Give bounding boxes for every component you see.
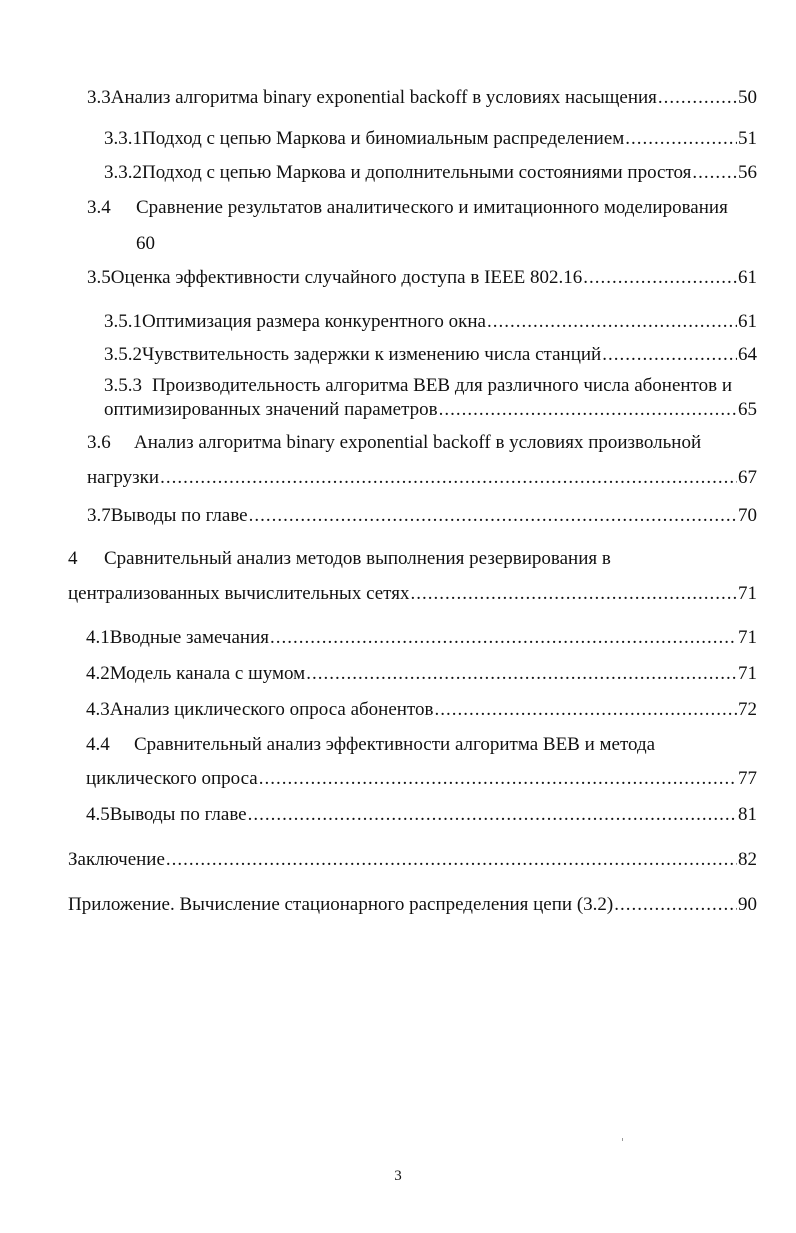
toc-entry-number: 3.3.1 bbox=[104, 128, 142, 149]
toc-entry-number: 4.4 bbox=[86, 734, 110, 755]
toc-entry-number: 4.1 bbox=[86, 627, 110, 648]
toc-entry-title: Сравнительный анализ эффективности алгоритма BEB и метода bbox=[134, 734, 656, 755]
toc-entry-appendix[interactable] bbox=[68, 893, 757, 917]
toc-entry-page: 51 bbox=[738, 128, 757, 149]
toc-entry-title: Анализ алгоритма binary exponential backoff в условиях произвольной bbox=[134, 432, 702, 453]
toc-entry-3-6[interactable] bbox=[87, 431, 757, 455]
toc-entry-page: 67 bbox=[738, 467, 757, 488]
toc-entry-title: Приложение. Вычисление стационарного распределения цепи (3.2) bbox=[68, 894, 614, 915]
toc-entry-title: Чувствительность задержки к изменению числа станций bbox=[142, 344, 602, 365]
toc-entry-number: 3.5 bbox=[87, 267, 111, 288]
toc-entry-3-6-continued[interactable] bbox=[87, 466, 757, 490]
toc-entry-page: 90 bbox=[738, 894, 757, 915]
toc-entry-number: 3.4 bbox=[87, 197, 111, 218]
toc-entry-title: Модель канала с шумом bbox=[109, 663, 306, 684]
toc-entry-number: 3.5.3 bbox=[104, 375, 142, 396]
toc-entry-3-3-1[interactable] bbox=[104, 127, 757, 151]
toc-entry-page: 50 bbox=[738, 87, 757, 108]
toc-entry-3-5-3-continued[interactable] bbox=[104, 398, 757, 422]
toc-entry-page: 72 bbox=[738, 699, 757, 720]
toc-leader-dots bbox=[410, 582, 737, 606]
toc-leader-dots bbox=[166, 848, 737, 872]
toc-leader-dots bbox=[306, 662, 737, 686]
toc-entry-title: Вводные замечания bbox=[109, 627, 269, 648]
toc-entry-3-5[interactable] bbox=[87, 266, 757, 290]
toc-leader-dots bbox=[614, 893, 737, 917]
toc-entry-title: Выводы по главе bbox=[109, 804, 247, 825]
toc-leader-dots bbox=[270, 626, 737, 650]
toc-entry-number: 3.3 bbox=[87, 87, 111, 108]
toc-entry-3-5-2[interactable] bbox=[104, 343, 757, 367]
toc-entry-4-continued[interactable] bbox=[68, 582, 757, 606]
toc-entry-page: 65 bbox=[738, 399, 757, 420]
toc-leader-dots bbox=[160, 466, 737, 490]
toc-entry-4[interactable] bbox=[68, 547, 757, 571]
toc-entry-page: 71 bbox=[738, 627, 757, 648]
toc-entry-title: Подход с цепью Маркова и дополнительными состояниями простоя bbox=[142, 162, 692, 183]
toc-entry-page: 71 bbox=[738, 663, 757, 684]
toc-leader-dots bbox=[583, 266, 737, 290]
toc-entry-page: 70 bbox=[738, 505, 757, 526]
toc-entry-3-5-3[interactable] bbox=[104, 374, 757, 398]
toc-leader-dots bbox=[434, 698, 737, 722]
scan-speck bbox=[622, 1138, 623, 1141]
toc-entry-title: централизованных вычислительных сетях bbox=[68, 583, 410, 604]
toc-leader-dots bbox=[248, 803, 737, 827]
toc-entry-conclusion[interactable] bbox=[68, 848, 757, 872]
toc-entry-page: 71 bbox=[738, 583, 757, 604]
toc-entry-title: Подход с цепью Маркова и биномиальным распределением bbox=[142, 128, 625, 149]
toc-entry-number: 3.5.1 bbox=[104, 311, 142, 332]
toc-entry-title: Производительность алгоритма BEB для различного числа абонентов и bbox=[152, 375, 733, 396]
toc-entry-4-5[interactable] bbox=[86, 803, 757, 827]
toc-entry-3-7[interactable] bbox=[87, 504, 757, 528]
toc-entry-title: нагрузки bbox=[87, 467, 160, 488]
toc-entry-title: Выводы по главе bbox=[110, 505, 248, 526]
toc-entry-number: 4 bbox=[68, 548, 78, 569]
toc-leader-dots bbox=[487, 310, 737, 334]
toc-entry-title: Оценка эффективности случайного доступа в IEEE 802.16 bbox=[110, 267, 583, 288]
toc-entry-title: оптимизированных значений параметров bbox=[104, 399, 438, 420]
toc-leader-dots bbox=[249, 504, 737, 528]
toc-leader-dots bbox=[658, 86, 737, 110]
toc-entry-number: 4.3 bbox=[86, 699, 110, 720]
toc-entry-title: циклического опроса bbox=[86, 768, 258, 789]
toc-leader-dots bbox=[625, 127, 737, 151]
toc-entry-3-3-2[interactable] bbox=[104, 161, 757, 185]
toc-leader-dots bbox=[602, 343, 737, 367]
toc-entry-page: 64 bbox=[738, 344, 757, 365]
toc-entry-number: 3.7 bbox=[87, 505, 111, 526]
toc-entry-number: 3.5.2 bbox=[104, 344, 142, 365]
toc-entry-title: Сравнение результатов аналитического и имитационного моделирования bbox=[136, 197, 728, 218]
toc-entry-number: 3.3.2 bbox=[104, 162, 142, 183]
toc-entry-page: 56 bbox=[738, 162, 757, 183]
toc-entry-page: 77 bbox=[738, 768, 757, 789]
toc-entry-title: Оптимизация размера конкурентного окна bbox=[142, 311, 486, 332]
toc-entry-4-1[interactable] bbox=[86, 626, 757, 650]
toc-leader-dots bbox=[439, 398, 737, 422]
toc-leader-dots bbox=[692, 161, 737, 185]
toc-entry-number: 3.6 bbox=[87, 432, 111, 453]
toc-entry-page: 61 bbox=[738, 267, 757, 288]
toc-entry-3-4[interactable] bbox=[87, 196, 757, 220]
toc-leader-dots bbox=[259, 767, 737, 791]
toc-entry-4-3[interactable] bbox=[86, 698, 757, 722]
toc-entry-4-4-continued[interactable] bbox=[86, 767, 757, 791]
toc-entry-4-4[interactable] bbox=[86, 733, 757, 757]
toc-entry-title: Заключение bbox=[68, 849, 165, 870]
page-number: 3 bbox=[394, 1168, 402, 1184]
toc-entry-number: 4.2 bbox=[86, 663, 110, 684]
toc-entry-3-5-1[interactable] bbox=[104, 310, 757, 334]
toc-entry-page: 60 bbox=[136, 233, 155, 254]
toc-entry-title: Анализ циклического опроса абонентов bbox=[109, 699, 434, 720]
toc-entry-4-2[interactable] bbox=[86, 662, 757, 686]
toc-entry-page: 61 bbox=[738, 311, 757, 332]
toc-entry-title: Сравнительный анализ методов выполнения резервирования в bbox=[104, 548, 611, 569]
toc-entry-page: 82 bbox=[738, 849, 757, 870]
toc-entry-3-3[interactable] bbox=[87, 86, 757, 110]
toc-entry-title: Анализ алгоритма binary exponential backoff в условиях насыщения bbox=[110, 87, 657, 108]
toc-entry-page: 81 bbox=[738, 804, 757, 825]
toc-entry-number: 4.5 bbox=[86, 804, 110, 825]
